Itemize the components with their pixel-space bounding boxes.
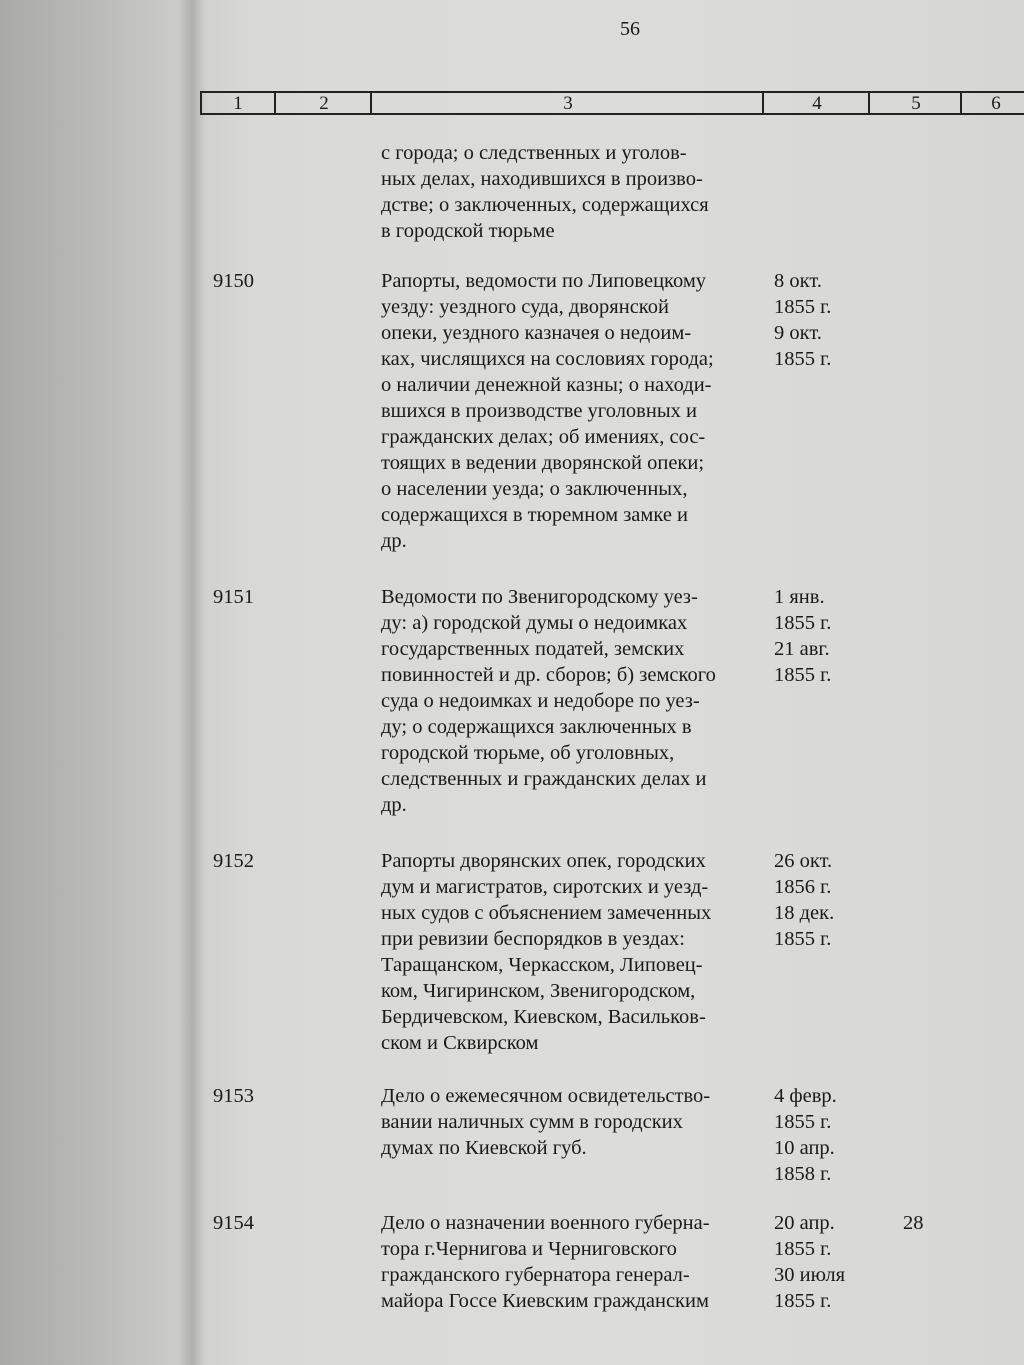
- entry-dates: 8 окт. 1855 г. 9 окт. 1855 г.: [774, 270, 832, 370]
- entry-dates: 1 янв. 1855 г. 21 авг. 1855 г.: [774, 586, 832, 686]
- continuation-text: с города; о следственных и уголов- ных делах, находившихся в произво- дстве; о заключенных, содержащихся в городской тюрьме: [381, 142, 709, 242]
- entry-number: 9153: [213, 1085, 254, 1107]
- entry-description: Рапорты, ведомости по Липовецкому уезду: уездного суда, дворянской опеки, уездного казначея о недоим- ках, числящихся на сословиях города; о наличии денежной казны; о находи- вшихся в производстве уголовных и гражданских делах; об имениях, сос- тоящих в ведении дворянской опеки; о населении уезда; о заключенных, содержащихся в тюремном замке и др.: [381, 270, 714, 552]
- entry-number: 9154: [213, 1212, 254, 1234]
- entry-number: 9152: [213, 850, 254, 872]
- column-header-1: 1: [233, 93, 243, 114]
- book-gutter: [178, 0, 206, 1365]
- entry-sheets: 28: [903, 1212, 924, 1234]
- column-header-5: 5: [868, 93, 962, 113]
- entry-description: Дело о назначении военного губерна- тора г.Чернигова и Черниговского гражданского губернатора генерал- майора Госсе Киевским гражданским: [381, 1212, 710, 1312]
- entry-dates: 26 окт. 1856 г. 18 дек. 1855 г.: [774, 850, 835, 950]
- entry-dates: 20 апр. 1855 г. 30 июля 1855 г.: [774, 1212, 846, 1312]
- entry-dates: 4 февр. 1855 г. 10 апр. 1858 г.: [774, 1085, 837, 1185]
- column-header-2: 2: [274, 93, 372, 113]
- page-number: 56: [620, 18, 640, 40]
- facing-page-shadow: [0, 0, 200, 1365]
- column-header-row: [200, 91, 1024, 115]
- column-header-6: 6: [960, 93, 1024, 113]
- entry-description: Рапорты дворянских опек, городских дум и магистратов, сиротских и уезд- ных судов с объяснением замеченных при ревизии беспорядков в уездах: Таращанском, Черкасском, Липовец- ком, Чигиринском, Звенигородском, Бердичевском, Киевском, Васильков- ском и Сквирском: [381, 850, 712, 1054]
- entry-description: Ведомости по Звенигородскому уез- ду: а) городской думы о недоимках государственных податей, земских повинностей и др. сборов; б) земского суда о недоимках и недоборе по уез- ду; о содержащихся заключенных в городской тюрьме, об уголовных, следственных и гражданских делах и др.: [381, 586, 716, 816]
- entry-number: 9151: [213, 586, 254, 608]
- entry-description: Дело о ежемесячном освидетельство- вании наличных сумм в городских думах по Киевской губ.: [381, 1085, 711, 1159]
- column-header-3: 3: [370, 93, 764, 113]
- entry-number: 9150: [213, 270, 254, 292]
- column-header-4: 4: [762, 93, 870, 113]
